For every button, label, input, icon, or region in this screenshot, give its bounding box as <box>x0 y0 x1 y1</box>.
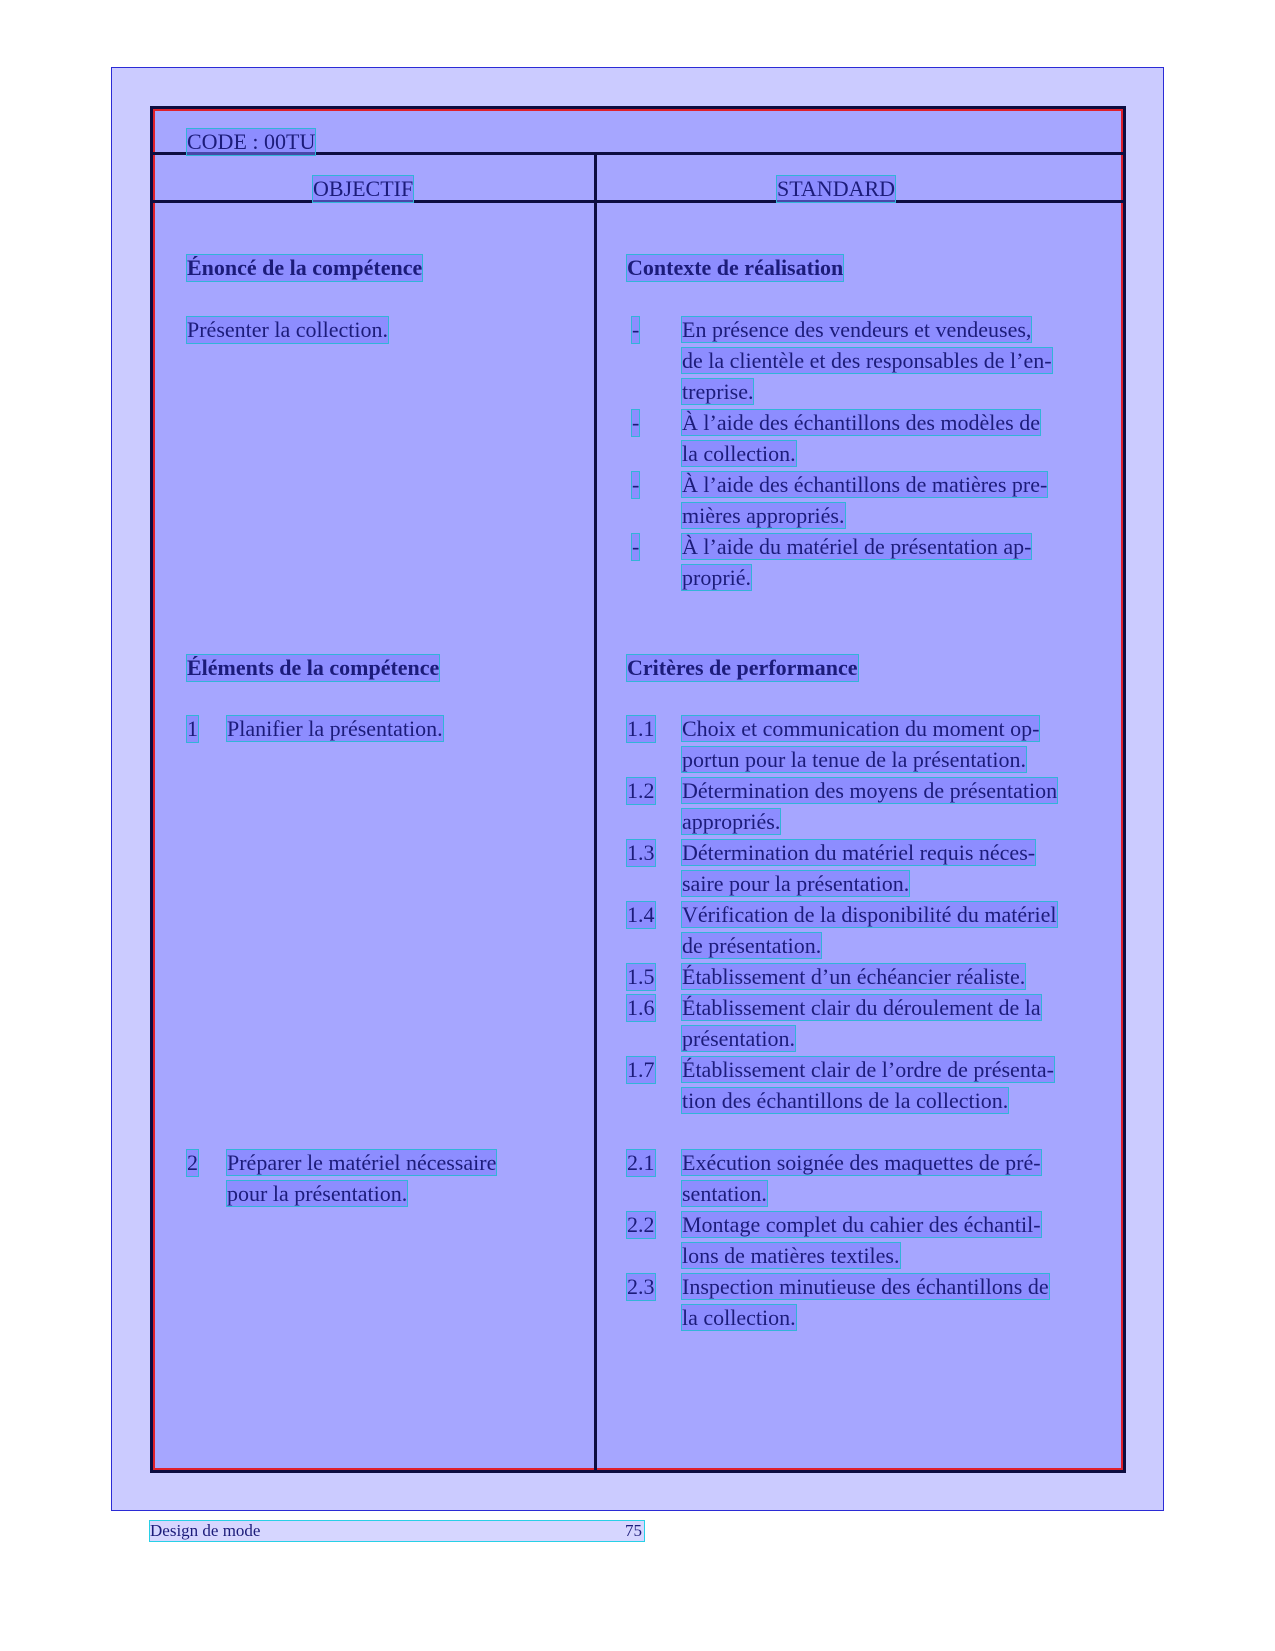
criterion-number: 2.2 <box>627 1212 655 1237</box>
page-footer <box>150 1521 644 1541</box>
context-item-text <box>682 314 1062 407</box>
context-item-number: - <box>632 410 640 435</box>
criterion-number: 1.2 <box>627 778 655 803</box>
column-header-rule <box>152 200 1124 203</box>
criterion-line: Exécution soignée des maquettes de pré- <box>682 1150 1041 1175</box>
criterion-line: appropriés. <box>682 809 781 834</box>
criterion-number: 1.7 <box>627 1057 655 1082</box>
column-divider <box>594 152 597 1470</box>
criterion-line: la collection. <box>682 1305 796 1330</box>
criterion-line: Détermination du matériel requis néces- <box>682 840 1036 865</box>
context-item-line: À l’aide du matériel de présentation ap- <box>682 534 1032 559</box>
page-number: 75 <box>625 1521 642 1540</box>
criterion-line: portun pour la tenue de la présentation. <box>682 747 1026 772</box>
criterion-number: 2.1 <box>627 1150 655 1175</box>
criterion-number: 1.5 <box>627 964 655 989</box>
criterion-line: saire pour la présentation. <box>682 871 910 896</box>
context-heading: Contexte de réalisation <box>627 255 844 280</box>
criterion-text <box>682 1209 1062 1271</box>
element-line: pour la présentation. <box>227 1181 408 1206</box>
element-line: Préparer le matériel nécessaire <box>227 1150 497 1175</box>
context-item-text <box>682 531 1062 593</box>
context-item-number: - <box>632 534 640 559</box>
criterion-line: Établissement clair de l’ordre de présenta- <box>682 1057 1055 1082</box>
criterion-text <box>682 899 1062 961</box>
element-number: 1 <box>187 716 198 741</box>
criterion-number: 1.4 <box>627 902 655 927</box>
criterion-text <box>682 992 1062 1054</box>
standard-column-header: STANDARD <box>777 176 896 201</box>
criterion-line: Établissement d’un échéancier réaliste. <box>682 964 1026 989</box>
competency-statement-heading: Énoncé de la compétence <box>187 255 423 280</box>
criterion-line: Inspection minutieuse des échantillons de <box>682 1274 1049 1299</box>
context-item-number: - <box>632 317 640 342</box>
objective-column-header: OBJECTIF <box>313 176 414 201</box>
criterion-text <box>682 713 1062 775</box>
context-item-line: En présence des vendeurs et vendeuses, <box>682 317 1032 342</box>
criterion-line: Détermination des moyens de présentation <box>682 778 1058 803</box>
criterion-number: 1.1 <box>627 716 655 741</box>
criterion-line: lons de matières textiles. <box>682 1243 900 1268</box>
criterion-line: tion des échantillons de la collection. <box>682 1088 1009 1113</box>
context-item-line: À l’aide des échantillons des modèles de <box>682 410 1041 435</box>
criterion-text <box>682 1271 1062 1333</box>
element-number: 2 <box>187 1150 198 1175</box>
criterion-number: 1.6 <box>627 995 655 1020</box>
criterion-number: 2.3 <box>627 1274 655 1299</box>
criterion-number: 1.3 <box>627 840 655 865</box>
element-text <box>227 1147 552 1209</box>
criterion-line: de présentation. <box>682 933 822 958</box>
criterion-text <box>682 1147 1062 1209</box>
context-item-line: À l’aide des échantillons de matières pre- <box>682 472 1048 497</box>
criterion-line: Choix et communication du moment op- <box>682 716 1040 741</box>
context-item-text <box>682 469 1062 531</box>
criteria-heading: Critères de performance <box>627 655 858 680</box>
criterion-text <box>682 775 1062 837</box>
criterion-line: Montage complet du cahier des échantil- <box>682 1212 1041 1237</box>
context-item-line: treprise. <box>682 379 754 404</box>
context-item-line: mières appropriés. <box>682 503 845 528</box>
criterion-line: présentation. <box>682 1026 796 1051</box>
context-item-number: - <box>632 472 640 497</box>
criterion-text <box>682 837 1062 899</box>
elements-heading: Éléments de la compétence <box>187 655 440 680</box>
criterion-text <box>682 1054 1062 1116</box>
element-text <box>227 713 552 744</box>
element-line: Planifier la présentation. <box>227 716 443 741</box>
context-item-line: proprié. <box>682 565 752 590</box>
competency-statement: Présenter la collection. <box>187 317 388 342</box>
criterion-line: sentation. <box>682 1181 767 1206</box>
course-code: CODE : 00TU <box>187 129 316 154</box>
footer-title: Design de mode <box>150 1521 261 1540</box>
context-item-line: la collection. <box>682 441 796 466</box>
context-item-line: de la clientèle et des responsables de l’en- <box>682 348 1052 373</box>
context-item-text <box>682 407 1062 469</box>
criterion-text <box>682 961 1062 992</box>
criterion-line: Établissement clair du déroulement de la <box>682 995 1041 1020</box>
criterion-line: Vérification de la disponibilité du matériel <box>682 902 1057 927</box>
